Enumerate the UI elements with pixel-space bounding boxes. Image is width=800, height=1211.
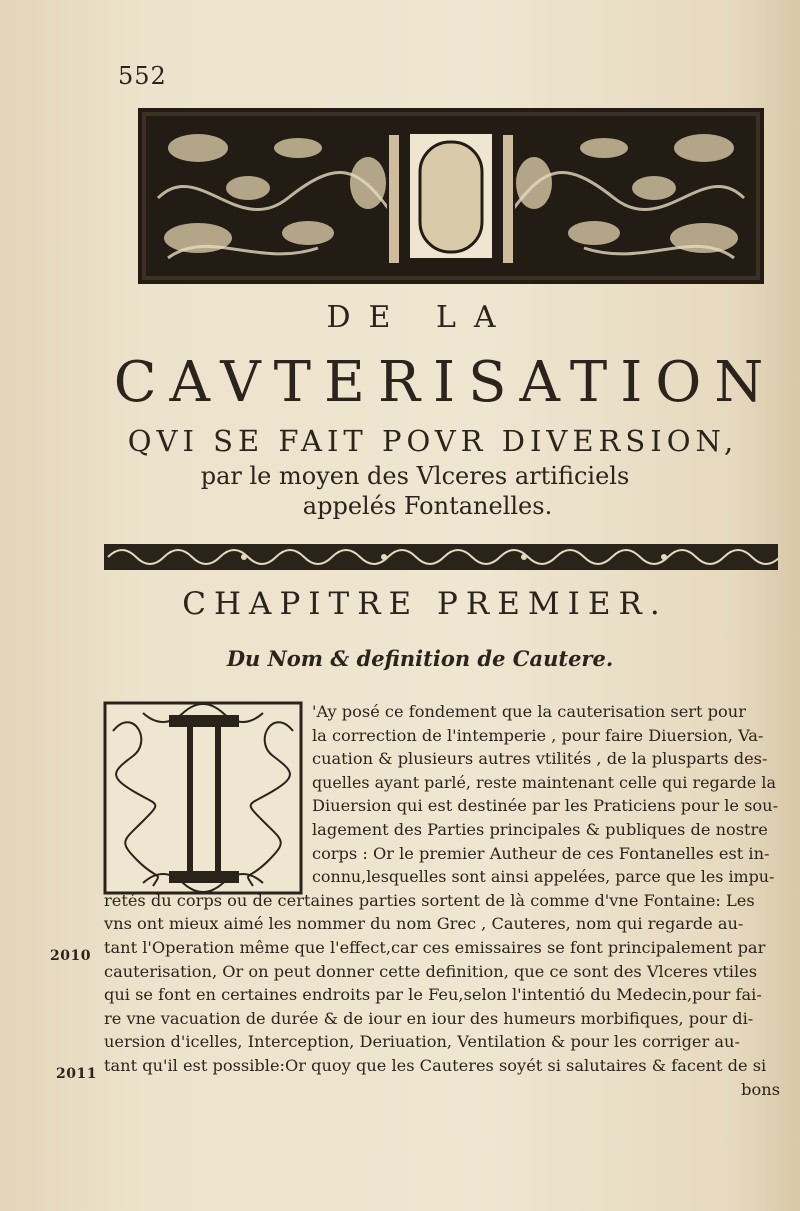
- text-line: Diuersion qui est destinée par les Praticiens pour le sou-: [312, 796, 779, 816]
- text-line: la correction de l'intemperie , pour faire Diuersion, Va-: [312, 725, 764, 745]
- title-diversion: QVI SE FAIT POVR DIVERSION,: [127, 424, 739, 458]
- section-subtitle: Du Nom & definition de Cautere.: [226, 646, 614, 671]
- text-line: lagement des Parties principales & publiques de nostre: [312, 819, 768, 839]
- text-line: quelles ayant parlé, reste maintenant celle qui regarde la: [312, 772, 776, 792]
- text-line: connu,lesquelles sont ainsi appelées, parce que les impu-: [312, 867, 775, 887]
- title-de-la: DE LA: [326, 300, 514, 335]
- title-fontanelles: appelés Fontanelles.: [302, 492, 553, 520]
- chapter-heading: CHAPITRE PREMIER.: [182, 586, 668, 622]
- title-cauterisation: CAVTERISATION: [113, 350, 777, 415]
- body-paragraph: [104, 700, 780, 1101]
- text-line: 'Ay posé ce fondement que la cauterisation sert pour: [312, 702, 746, 721]
- text-line: re vne vacuation de durée & de iour en iour des humeurs morbifiques, pour di-: [104, 1008, 754, 1028]
- text-line: vns ont mieux aimé les nommer du nom Grec , Cauteres, nom qui regarde au-: [104, 914, 744, 934]
- catchword: bons: [741, 1079, 780, 1099]
- text-line: qui se font en certaines endroits par le Feu,selon l'intentió du Medecin,pour fai-: [104, 985, 762, 1005]
- title-ulceres: par le moyen des Vlceres artificiels: [200, 462, 630, 490]
- text-line: uersion d'icelles, Interception, Deriuation, Ventilation & pour les corriger au-: [104, 1032, 740, 1052]
- text-line: retés du corps ou de certaines parties sortent de là comme d'vne Fontaine: Les: [104, 890, 755, 910]
- page-number: 552: [118, 62, 167, 90]
- text-line: corps : Or le premier Autheur de ces Fontanelles est in-: [312, 843, 770, 863]
- ornament-band: [104, 544, 778, 570]
- margin-note: 2011: [56, 1066, 97, 1082]
- text-line: cauterisation, Or on peut donner cette definition, que ce sont des Vlceres vtiles: [104, 961, 758, 981]
- text-line: cuation & plusieurs autres vtilités , de la plusparts des-: [312, 749, 768, 769]
- text-line: tant qu'il est possible:Or quoy que les Cauteres soyét si salutaires & facent de si: [104, 1055, 767, 1075]
- text-line: tant l'Operation même que l'effect,car ces emissaires se font principalement par: [104, 937, 766, 957]
- margin-note: 2010: [50, 948, 91, 964]
- decorative-headpiece: [138, 108, 764, 284]
